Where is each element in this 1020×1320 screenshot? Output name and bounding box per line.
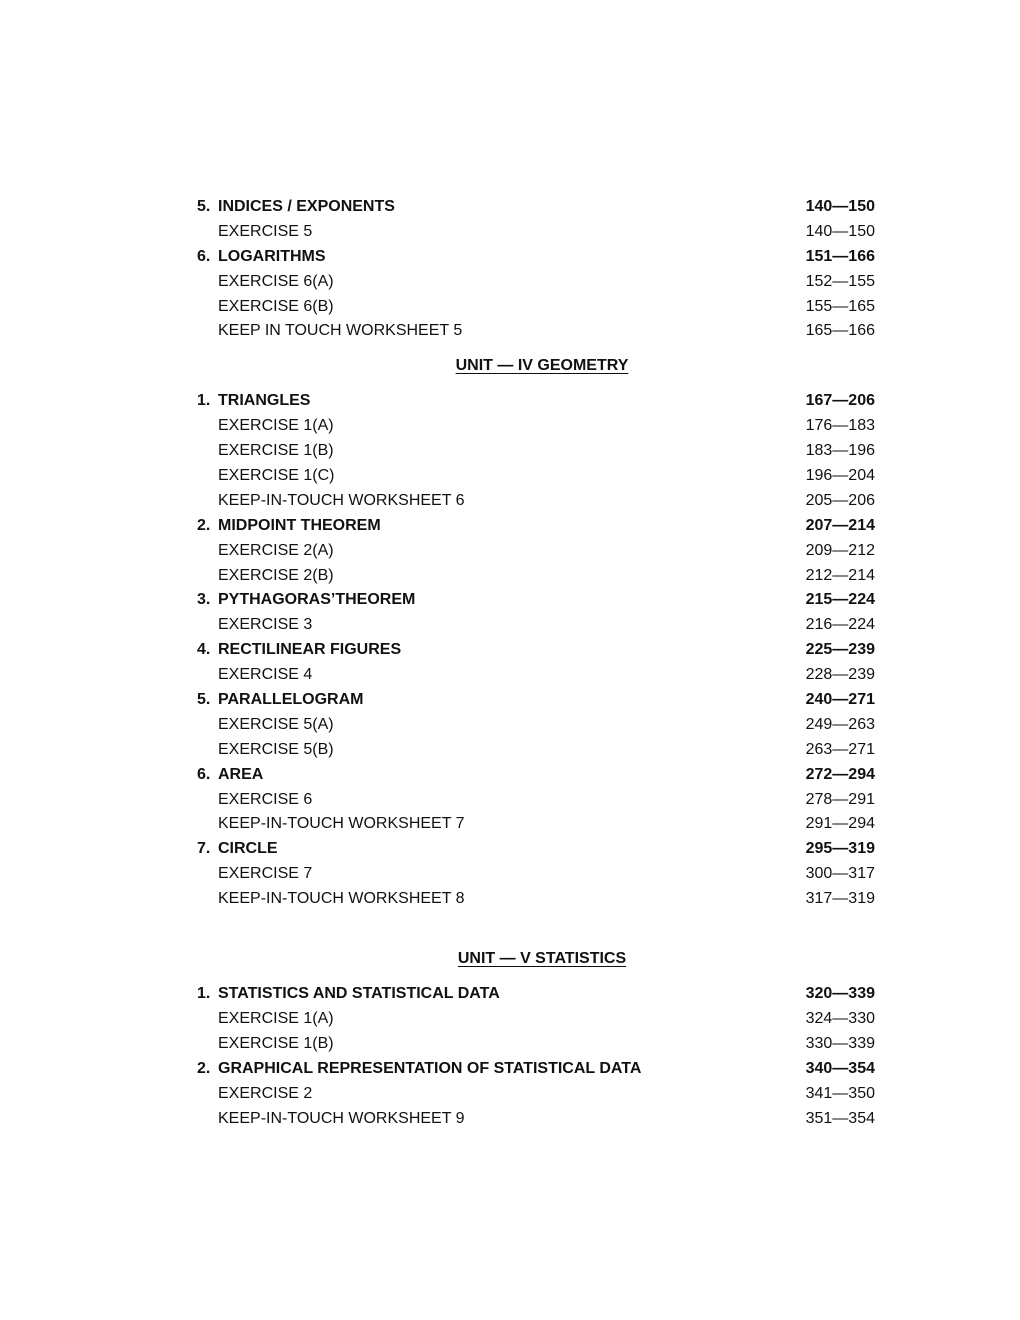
spacer — [197, 344, 875, 354]
entry-title: EXERCISE 1(C) — [218, 467, 335, 485]
entry-title: EXERCISE 2(B) — [218, 566, 334, 584]
unit-4-heading: UNIT — IV GEOMETRY — [455, 357, 629, 375]
page-range: 152—155 — [805, 272, 875, 290]
page-range: 151—166 — [805, 247, 875, 265]
page-range: 183—196 — [805, 442, 875, 460]
page-range: 209—212 — [805, 541, 875, 559]
toc-sub-entry — [197, 220, 875, 245]
page-range: 228—239 — [805, 666, 875, 684]
page-range: 155—165 — [805, 297, 875, 315]
toc-sub-entry — [197, 439, 875, 464]
page-range: 324—330 — [805, 1009, 875, 1027]
page-range: 167—206 — [805, 392, 875, 410]
page-range: 225—239 — [805, 641, 875, 659]
page-range: 212—214 — [805, 566, 875, 584]
page-range: 176—183 — [805, 417, 875, 435]
entry-title: TRIANGLES — [218, 392, 311, 410]
page-range: 215—224 — [805, 591, 875, 609]
toc-chapter-entry — [197, 389, 875, 414]
chapter-number: 5. — [197, 691, 211, 709]
page-range: 207—214 — [805, 516, 875, 534]
chapter-number: 6. — [197, 247, 211, 265]
page-range: 317—319 — [805, 890, 875, 908]
page-range: 341—350 — [805, 1084, 875, 1102]
page-range: 263—271 — [805, 740, 875, 758]
entry-title: MIDPOINT THEOREM — [218, 516, 381, 534]
unit-5-heading: UNIT — V STATISTICS — [457, 950, 627, 968]
toc-sub-entry — [197, 1107, 875, 1132]
page-range: 300—317 — [805, 865, 875, 883]
chapter-number: 1. — [197, 985, 211, 1003]
page-range: 196—204 — [805, 467, 875, 485]
toc-sub-entry — [197, 713, 875, 738]
spacer — [197, 912, 875, 947]
toc-sub-entry — [197, 319, 875, 344]
page-range: 216—224 — [805, 616, 875, 634]
entry-title: AREA — [218, 765, 264, 783]
entry-title: PARALLELOGRAM — [218, 691, 364, 709]
entry-title: CIRCLE — [218, 840, 278, 858]
entry-title: KEEP IN TOUCH WORKSHEET 5 — [218, 322, 463, 340]
entry-title: EXERCISE 6 — [218, 790, 313, 808]
entry-title: KEEP-IN-TOUCH WORKSHEET 9 — [218, 1109, 465, 1127]
toc-chapter-entry — [197, 982, 875, 1007]
toc-sub-entry — [197, 1007, 875, 1032]
page-range: 205—206 — [805, 491, 875, 509]
table-of-contents — [197, 195, 875, 1131]
toc-chapter-entry — [197, 1057, 875, 1082]
toc-sub-entry — [197, 539, 875, 564]
entry-title: GRAPHICAL REPRESENTATION OF STATISTICAL DATA — [218, 1059, 642, 1077]
spacer — [197, 971, 875, 982]
entry-title: EXERCISE 1(B) — [218, 1034, 334, 1052]
page-range: 165—166 — [805, 322, 875, 340]
chapter-number: 2. — [197, 1059, 211, 1077]
chapter-number: 3. — [197, 591, 211, 609]
page-range: 330—339 — [805, 1034, 875, 1052]
toc-sub-entry — [197, 1082, 875, 1107]
entry-title: INDICES / EXPONENTS — [218, 198, 395, 215]
entry-title: PYTHAGORAS’THEOREM — [218, 591, 416, 609]
toc-sub-entry — [197, 564, 875, 589]
entry-title: EXERCISE 6(B) — [218, 297, 334, 315]
entry-title: EXERCISE 7 — [218, 865, 313, 883]
page-range: 278—291 — [805, 790, 875, 808]
entry-title: KEEP-IN-TOUCH WORKSHEET 8 — [218, 890, 465, 908]
page-range: 320—339 — [805, 985, 875, 1003]
entry-title: EXERCISE 2 — [218, 1084, 313, 1102]
chapter-number: 7. — [197, 840, 211, 858]
entry-title: EXERCISE 1(B) — [218, 442, 334, 460]
page-range: 140—150 — [805, 222, 875, 240]
page-range: 272—294 — [805, 765, 875, 783]
entry-title: EXERCISE 6(A) — [218, 272, 334, 290]
chapter-number: 6. — [197, 765, 211, 783]
unit-5-entries — [197, 982, 875, 1131]
entry-title: EXERCISE 5(A) — [218, 715, 334, 733]
toc-sub-entry — [197, 887, 875, 912]
toc-sub-entry — [197, 464, 875, 489]
toc-sub-entry — [197, 738, 875, 763]
toc-sub-entry — [197, 489, 875, 514]
toc-sub-entry — [197, 812, 875, 837]
toc-sub-entry — [197, 862, 875, 887]
page-range: 291—294 — [805, 815, 875, 833]
entry-title: EXERCISE 3 — [218, 616, 313, 634]
unit-4-entries — [197, 389, 875, 912]
toc-chapter-entry — [197, 195, 875, 220]
toc-chapter-entry — [197, 688, 875, 713]
toc-chapter-entry — [197, 514, 875, 539]
page-range: 140—150 — [805, 198, 875, 215]
page-range: 351—354 — [805, 1109, 875, 1127]
chapter-number: 1. — [197, 392, 211, 410]
toc-chapter-entry — [197, 837, 875, 862]
entry-title: KEEP-IN-TOUCH WORKSHEET 7 — [218, 815, 465, 833]
page-range: 340—354 — [805, 1059, 875, 1077]
toc-sub-entry — [197, 663, 875, 688]
toc-sub-entry — [197, 613, 875, 638]
entry-title: EXERCISE 5(B) — [218, 740, 334, 758]
page-range: 249—263 — [805, 715, 875, 733]
entry-title: EXERCISE 4 — [218, 666, 313, 684]
chapter-number: 4. — [197, 641, 211, 659]
toc-chapter-entry — [197, 588, 875, 613]
toc-chapter-entry — [197, 763, 875, 788]
toc-sub-entry — [197, 1032, 875, 1057]
entry-title: EXERCISE 2(A) — [218, 541, 334, 559]
toc-sub-entry — [197, 295, 875, 320]
entry-title: LOGARITHMS — [218, 247, 326, 265]
spacer — [197, 378, 875, 389]
toc-chapter-entry — [197, 245, 875, 270]
page-range: 295—319 — [805, 840, 875, 858]
chapter-number: 5. — [197, 198, 211, 215]
toc-sub-entry — [197, 788, 875, 813]
entry-title: EXERCISE 1(A) — [218, 1009, 334, 1027]
chapter-number: 2. — [197, 516, 211, 534]
entry-title: EXERCISE 1(A) — [218, 417, 334, 435]
entry-title: KEEP-IN-TOUCH WORKSHEET 6 — [218, 491, 465, 509]
entry-title: STATISTICS AND STATISTICAL DATA — [218, 985, 500, 1003]
page-range: 240—271 — [805, 691, 875, 709]
entry-title: RECTILINEAR FIGURES — [218, 641, 402, 659]
toc-chapter-entry — [197, 638, 875, 663]
toc-sub-entry — [197, 414, 875, 439]
toc-sub-entry — [197, 270, 875, 295]
entry-title: EXERCISE 5 — [218, 222, 313, 240]
unit-3-continued — [197, 195, 875, 344]
